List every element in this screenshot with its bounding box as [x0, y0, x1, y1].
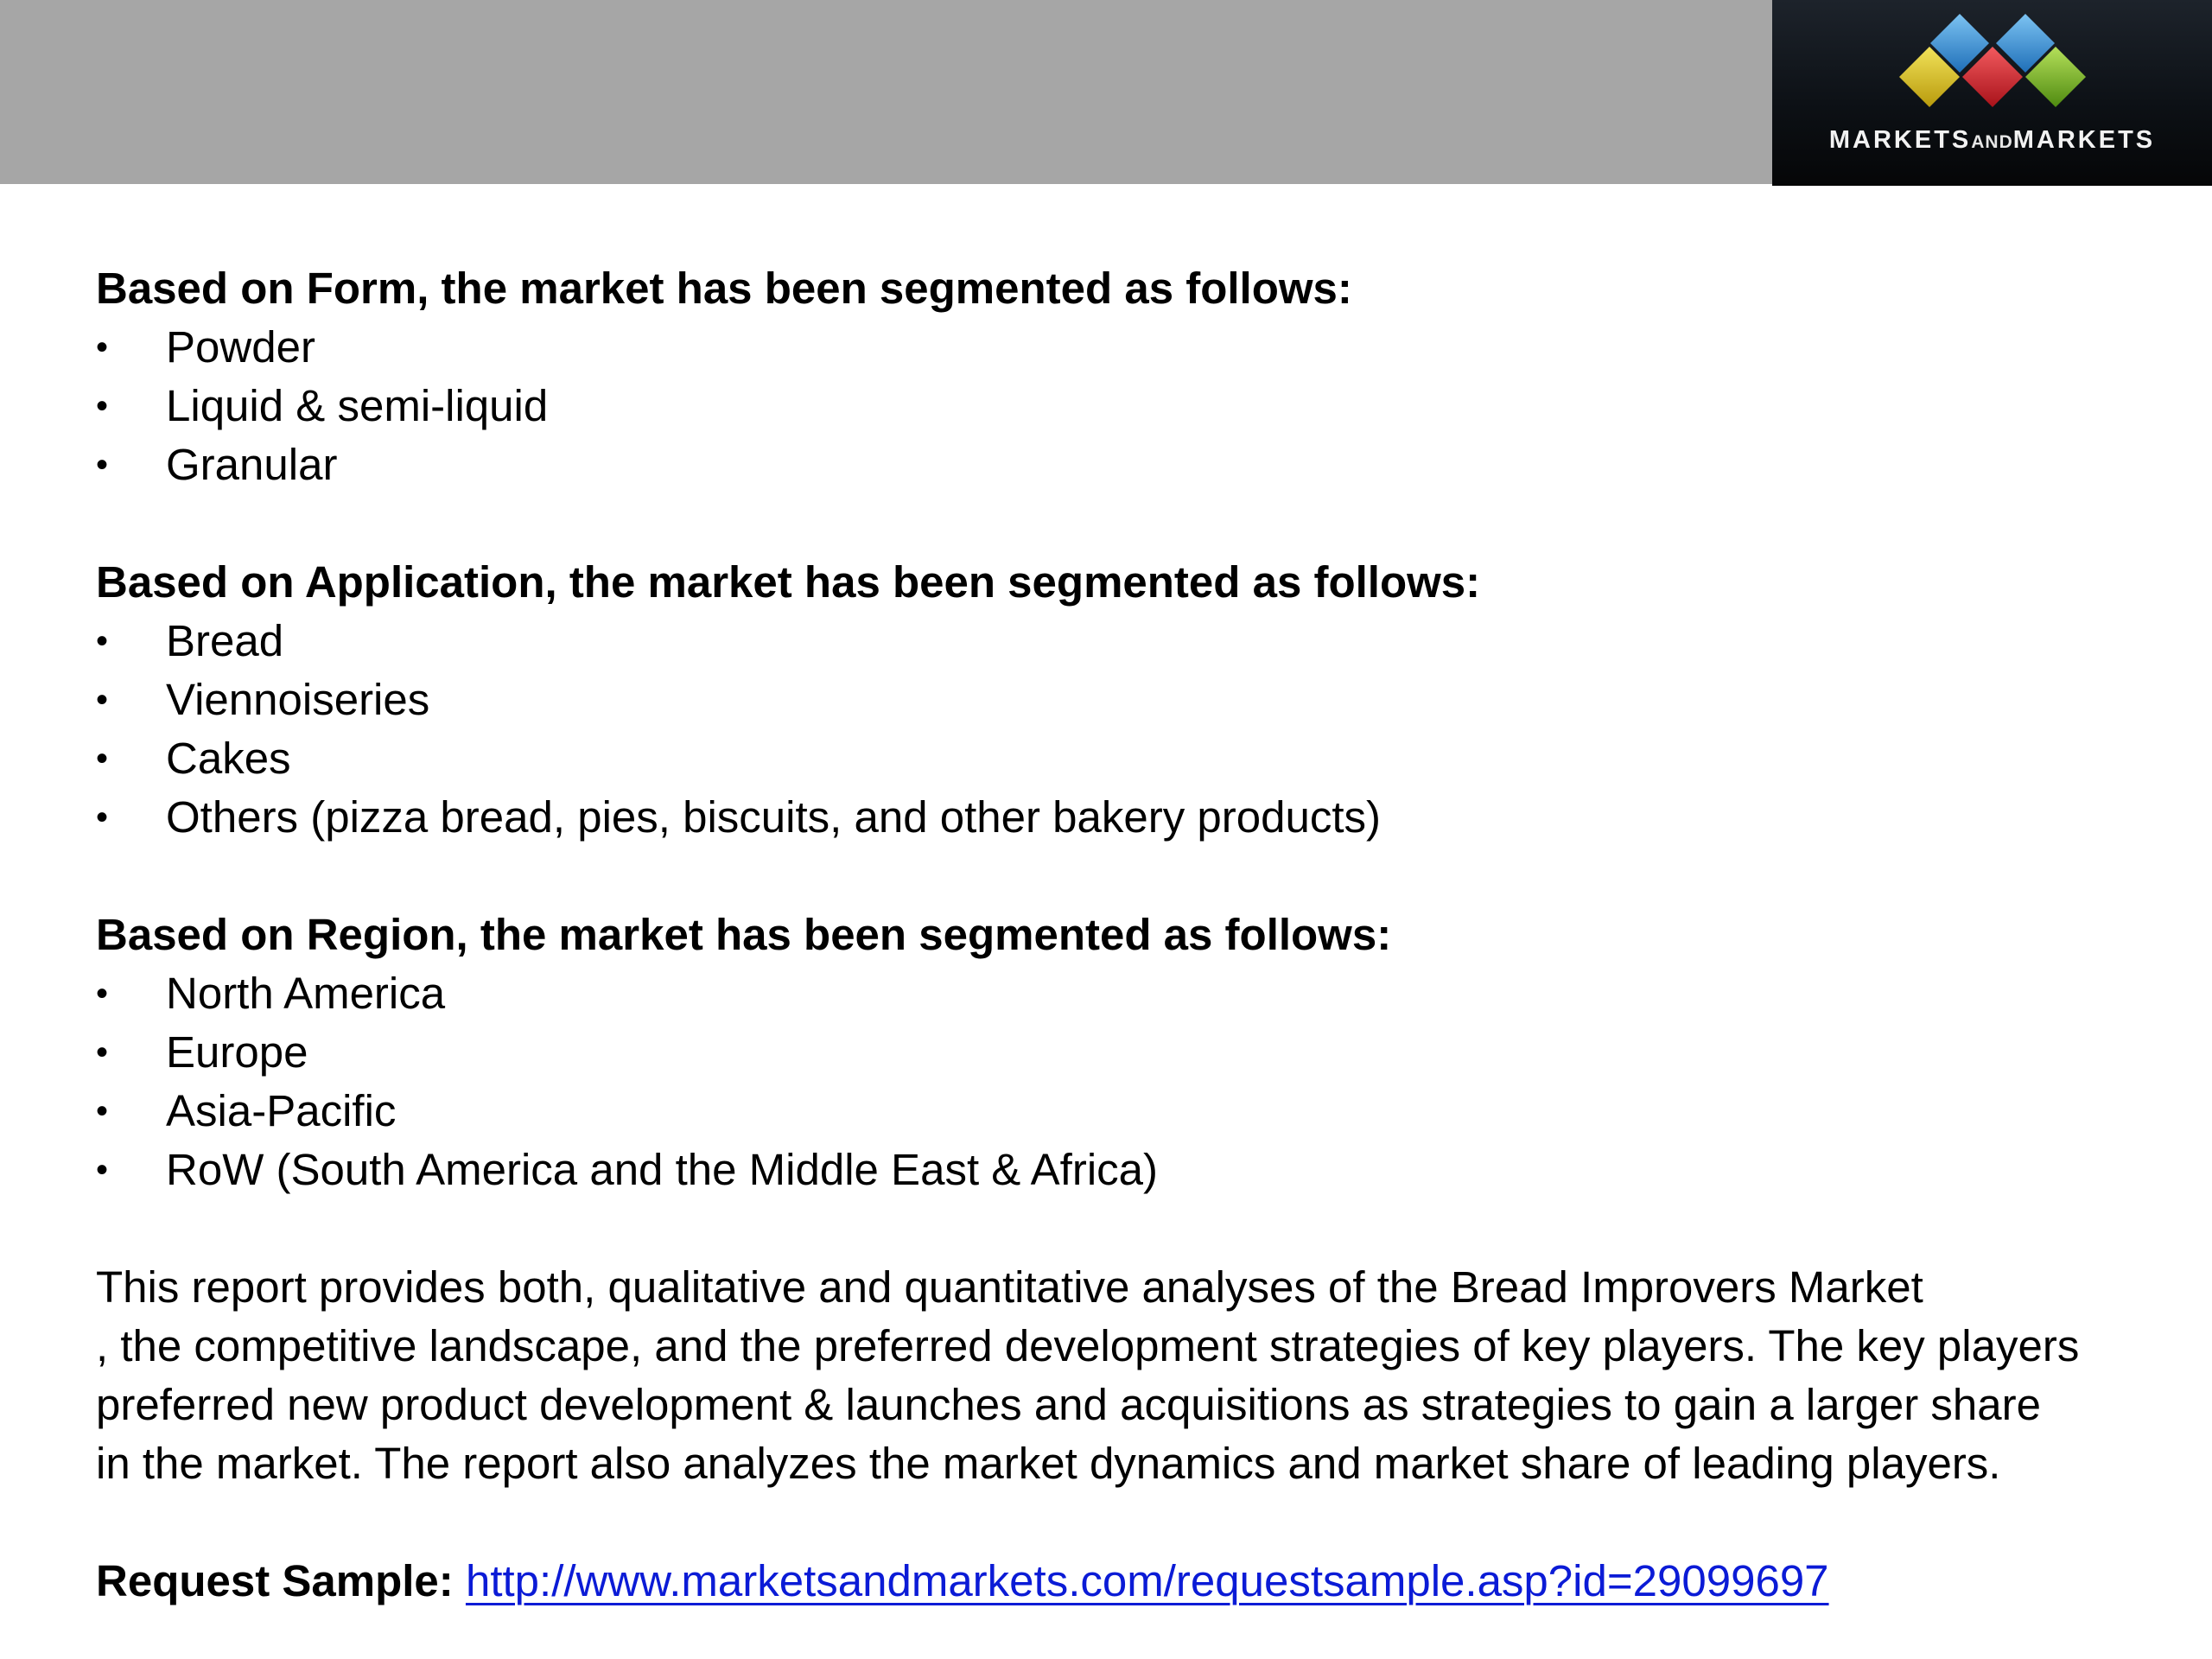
bullet-icon: • [96, 328, 109, 366]
region-segment-section [96, 906, 2152, 1199]
paragraph-line: preferred new product development & launches and acquisitions as strategies to gain a larger share [96, 1380, 2041, 1429]
list-item: • Cakes [96, 729, 2152, 788]
marketsandmarkets-logo [1772, 0, 2212, 186]
form-segment-section [96, 259, 2152, 494]
list-item: • Others (pizza bread, pies, biscuits, and other bakery products) [96, 788, 2152, 847]
bullet-icon: • [96, 446, 109, 484]
request-sample-line [96, 1552, 2152, 1611]
paragraph-line: , the competitive landscape, and the preferred development strategies of key players. The key players [96, 1321, 2080, 1370]
list-item: • Powder [96, 318, 2152, 377]
section-heading: Based on Application, the market has been segmented as follows: [96, 557, 1481, 607]
list-item: • RoW (South America and the Middle East & Africa) [96, 1141, 2152, 1199]
bullet-icon: • [96, 740, 109, 778]
bullet-icon: • [96, 1033, 109, 1071]
list-item: • Europe [96, 1023, 2152, 1082]
bullet-icon: • [96, 681, 109, 719]
list-item: • Granular [96, 435, 2152, 494]
bullet-icon: • [96, 798, 109, 836]
list-item: • Liquid & semi-liquid [96, 377, 2152, 435]
bullet-icon: • [96, 1092, 109, 1130]
section-heading: Based on Form, the market has been segmented as follows: [96, 264, 1352, 313]
bullet-list [96, 964, 2152, 1199]
list-item: • North America [96, 964, 2152, 1023]
request-sample-label: Request Sample: [96, 1556, 454, 1605]
paragraph-line: in the market. The report also analyzes the market dynamics and market share of leading players. [96, 1439, 2001, 1488]
bullet-list [96, 612, 2152, 847]
list-item: • Bread [96, 612, 2152, 671]
bullet-icon: • [96, 622, 109, 660]
list-item: • Viennoiseries [96, 671, 2152, 729]
logo-diamonds-icon [1885, 12, 2101, 124]
request-sample-link[interactable]: http://www.marketsandmarkets.com/requestsample.asp?id=29099697 [465, 1556, 1829, 1605]
list-item: • Asia-Pacific [96, 1082, 2152, 1141]
paragraph-line: This report provides both, qualitative and quantitative analyses of the Bread Improvers Market [96, 1262, 1923, 1312]
document-body [96, 259, 2152, 1611]
bullet-list [96, 318, 2152, 494]
logo-wordmark: MARKETSANDMARKETS [1828, 126, 2156, 154]
bullet-icon: • [96, 387, 109, 425]
bullet-icon: • [96, 975, 109, 1013]
application-segment-section [96, 553, 2152, 847]
bullet-icon: • [96, 1151, 109, 1189]
header-bar [0, 0, 1772, 184]
report-summary-paragraph [96, 1258, 2144, 1493]
section-heading: Based on Region, the market has been segmented as follows: [96, 910, 1392, 959]
